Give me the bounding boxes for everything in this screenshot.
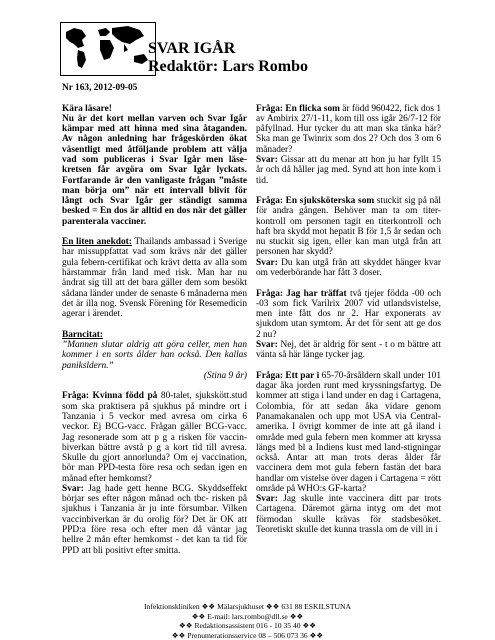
question-2 (256, 104, 441, 155)
answer-label: Svar: (256, 154, 278, 165)
masthead (60, 22, 435, 76)
question-label: Fråga: Jag har träffat (256, 288, 347, 299)
answer-5 (256, 494, 441, 535)
answer-text: Gissar att du menar att hon ju har fyllt 15 år och då håller jag med. Synd att hon inte kom i tid. (256, 154, 441, 186)
anecdote-heading: En liten anekdot: (62, 237, 132, 248)
question-text: är född 960422, fick dos 1 av Ambirix 27/1-11, kom till oss igår 26/7-12 för påfyllnad. Hur tycker du att man ska tänka här? Ska man ge Twinrix som dos 2? Och dos 3 om 6 månader? (256, 103, 441, 155)
answer-4 (256, 340, 441, 361)
question-5 (256, 371, 441, 494)
question-text: stuckit sig på nål för andra gången. Behöver man ta om titer-kontroll om personen tagit en titerkontroll och haft bra skydd mot hepatit B för 1,5 år sedan och nu stuckit sig igen, eller kan man utgå från att personen har skydd? (256, 196, 441, 258)
answer-3 (256, 258, 441, 279)
footer (0, 602, 495, 640)
answer-label: Svar: (256, 339, 278, 350)
anecdote (62, 237, 247, 319)
newsletter-title: SVAR IGÅR (148, 40, 236, 57)
footer-subscription: ❖❖ Prenumerationsservice 08 – 506 073 36 ❖❖ (171, 630, 324, 640)
barncitat-quote: ”Mannen slutar aldrig att göra celler, men han kommer i en sorts ålder han också. Den kallas paniksldern.” (62, 339, 247, 371)
footer-assistant: ❖❖ Redaktionsassistent 016 - 10 35 40 ❖❖ (178, 621, 317, 630)
right-column (256, 83, 441, 535)
answer-1 (62, 484, 247, 556)
answer-label: Svar: (256, 494, 278, 505)
question-text: två tjejer födda -00 och -03 som fick Varilrix 2007 vid utlandsvistelse, men inte fått dos nr 2. Har exponerats av sjukdom utan symtom. Är det för sent att ge dos 2 nu? (256, 288, 442, 340)
question-label: Fråga: Kvinna född på (62, 391, 158, 402)
left-column (62, 83, 247, 556)
issue-number: Nr 163, 2012-09-05 (62, 83, 138, 93)
answer-text: Jag hade gett henne BCG. Skyddseffekt börjar ses efter någon månad och tbc- risken på sjukhus i Tanzania är ju inte försumbar. Vilken vaccinbiverkan är du orolig för? Det är OK att PPD:a före resa och efter men då väntar jag hellre 2 mån efter hemkomst - det kan ta tid för PPD att bli positivt efter smitta. (62, 483, 247, 556)
anecdote-text: Thailands ambassad i Sverige har missuppfattat vad som krävs när det gäller gula febern-certifikat och krävt detta av alla som härstammar från land med risk. Man har nu ändrat sig till att det bara gäller dem som besökt sådana länder under de senaste 6 månaderna men det är illa nog. Svensk Förening för Resemedicin agerar i ärendet. (62, 237, 247, 320)
answer-2 (256, 155, 441, 186)
answer-text: Jag skulle inte vaccinera ditt par trots Cartagena. Däremot gärna intyg om det mot förmodan skulle krävas för stadsbesöket. Teoretiskt skulle det kunna trassla om de vill in i (256, 494, 441, 536)
question-1 (62, 391, 247, 484)
greeting: Kära läsare! (62, 103, 112, 114)
footer-address: Infektionskliniken ❖❖ Mälarsjukhuset ❖❖ 631 88 ESKILSTUNA (144, 602, 351, 611)
question-3 (256, 196, 441, 258)
intro-text: Nu är det kort mellan varven och Svar Igår kämpar med att hinna med sina åtaganden. Av någon anledning har frågeskörden ökat väsentligt med åtföljande problem att välja vad som publiceras i Svar Igår men läse-kretsen får avgöra om Svar Igår lyckats. Fortfarande är den vanligaste frågan ”måste man börja om” när ett intervall blivit för långt och Svar Igår ger ständigt samma besked = En dos är alltid en dos när det gäller parenterala vacciner. (62, 113, 247, 227)
question-label: Fråga: Ett par i (256, 370, 320, 381)
barncitat-heading: Barncitat: (62, 329, 103, 340)
question-label: Fråga: En flicka som (256, 103, 340, 114)
footer-email: ❖❖ E-mail: lars.rombo@dll.se ❖❖ (191, 611, 304, 621)
question-text: 80-talet, sjukskött.stud som ska praktisera på sjukhus på mindre ort i Tanzania i 5 veckor med avresa om cirka 6 veckor. Ej BCG-vacc. Frågan gäller BCG-vacc. Jag resonerade som att p g a risken för vaccin-biverkan bättre avstå p g a kort tid till avresa. Skulle du gjort annorlunda? Om ej vaccination, bör man PPD-testa före resa och sedan igen en månad efter hemkomst? (62, 391, 247, 484)
answer-text: Du kan utgå från att skyddet hänger kvar om vederbörande har fått 3 doser. (256, 257, 441, 279)
question-label: Fråga: En sjuksköterska som (256, 196, 375, 207)
answer-text: Nej, det är aldrig för sent - t o m bättre att vänta så här länge tycker jag. (256, 339, 441, 361)
question-4 (256, 289, 441, 340)
question-text: 65-70-årsåldern skall under 101 dagar åka jorden runt med kryssningsfartyg. De kommer att stiga i land under en dag i Cartagena, Colombia, för att sedan åka vidare genom Panamakanalen och upp mot USA via Central-amerika. I övrigt kommer de inte att gå iland i område med gula febern men kommer att kryssa längs med bl a Indiens kust med land-stigningar också. Antar att man trots deras ålder får vaccinera dem mot gula febern fastän det bara handlar om vistelse över dagen i Cartagena = rött område på WHO:s GF-karta? (256, 370, 442, 494)
editor-line: Redaktör: Lars Rombo (148, 58, 308, 75)
answer-label: Svar: (62, 483, 84, 494)
world-map-icon (60, 22, 156, 76)
answer-label: Svar: (256, 257, 278, 268)
barncitat-signature: (Stina 9 år) (203, 370, 247, 381)
